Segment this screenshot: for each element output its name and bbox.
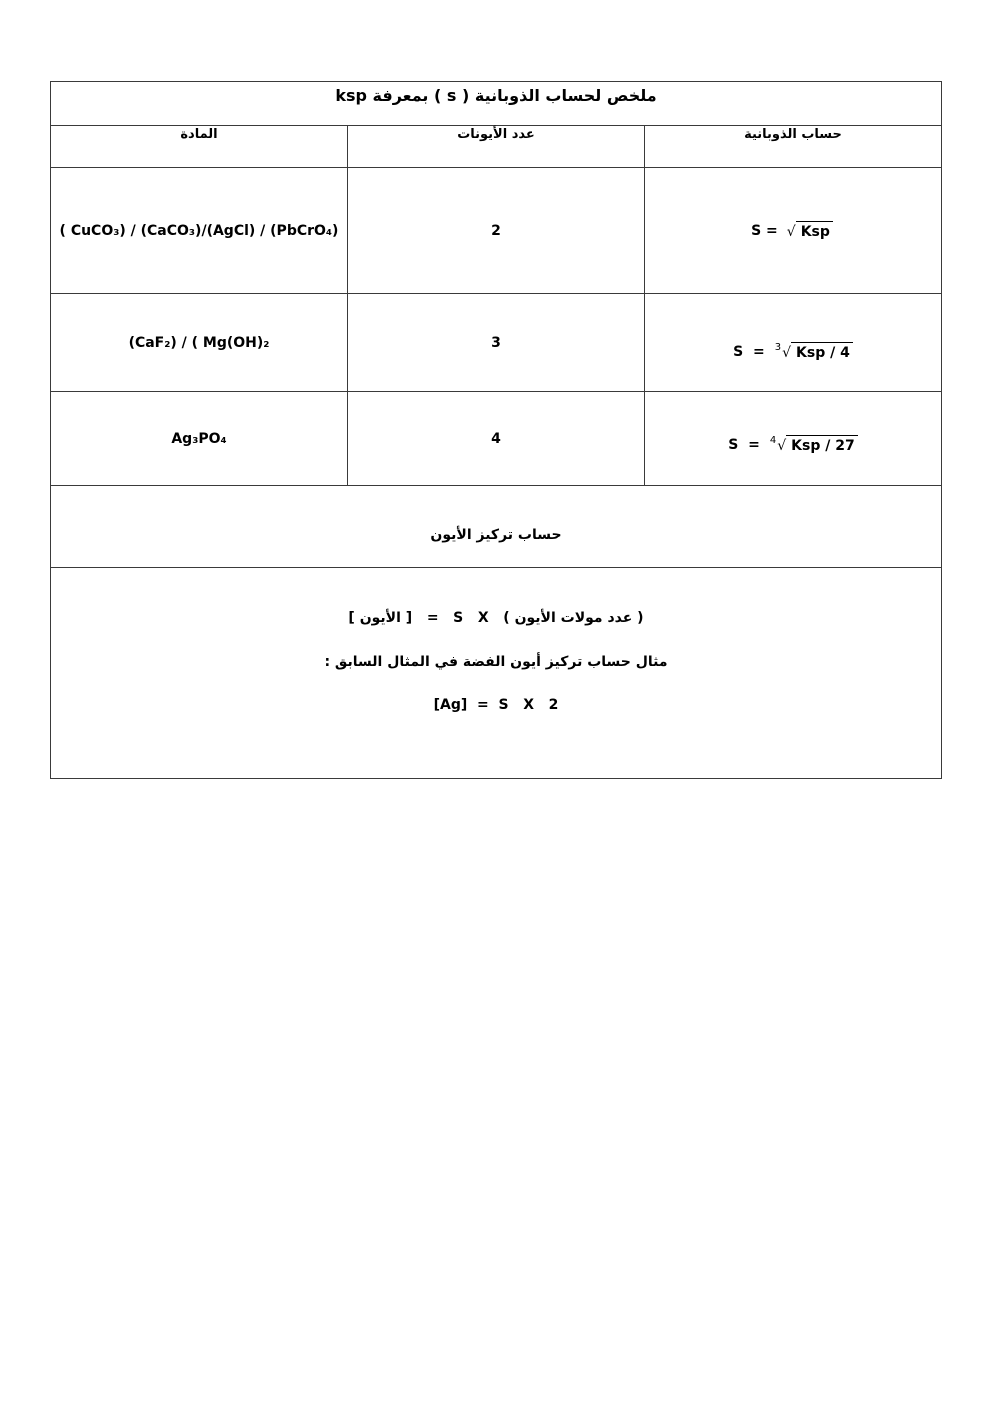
formula-lhs: S =: [733, 343, 765, 360]
radical-sign: √: [777, 438, 787, 454]
root-index: 4: [769, 435, 777, 446]
root-index: 3: [774, 342, 782, 353]
ion-count-cell: 3: [348, 294, 645, 391]
table-row: [51, 391, 941, 485]
header-substance: المادة: [51, 126, 348, 167]
example-formula: [Ag] = S X 2: [433, 697, 559, 713]
radical-sign: √: [782, 345, 792, 361]
general-ion-formula: [ الأيون ] = S X ( عدد مولات الأيون ): [348, 610, 644, 626]
ion-concentration-heading-row: [51, 485, 941, 567]
header-solubility: حساب الذوبانية: [744, 127, 842, 142]
ion-concentration-formula-block: [51, 567, 941, 778]
table-title: ملخص لحساب الذوبانية ( s ) بمعرفة ksp: [335, 86, 657, 105]
substance-cell: Ag₃PO₄: [51, 392, 348, 485]
radical-sign: √: [786, 224, 796, 240]
substance-cell: (CaF₂) / ( Mg(OH)₂: [51, 294, 348, 391]
ion-count-cell: 2: [348, 168, 645, 293]
radicand: Ksp: [796, 221, 833, 240]
header-row: [51, 125, 941, 167]
solubility-formula-cell: [645, 392, 941, 485]
solubility-formula-cell: [645, 294, 941, 391]
formula-lhs: S =: [751, 222, 778, 239]
formula-lhs: S =: [728, 436, 760, 453]
substance-cell: ( CuCO₃) / (CaCO₃)/(AgCl) / (PbCrO₄): [51, 168, 348, 293]
table-row: [51, 167, 941, 293]
ion-count-cell: 4: [348, 392, 645, 485]
header-ion-count: عدد الأيونات: [348, 126, 645, 167]
radicand: Ksp / 27: [786, 435, 858, 454]
ion-concentration-heading: حساب تركيز الأيون: [430, 526, 562, 543]
solubility-formula-cell: [645, 168, 941, 293]
table-title-row: [51, 82, 941, 125]
table-row: [51, 293, 941, 391]
example-label: مثال حساب تركيز أيون الفضة في المثال السابق :: [324, 654, 668, 670]
radicand: Ksp / 4: [791, 342, 853, 361]
solubility-summary-table: [50, 81, 942, 779]
